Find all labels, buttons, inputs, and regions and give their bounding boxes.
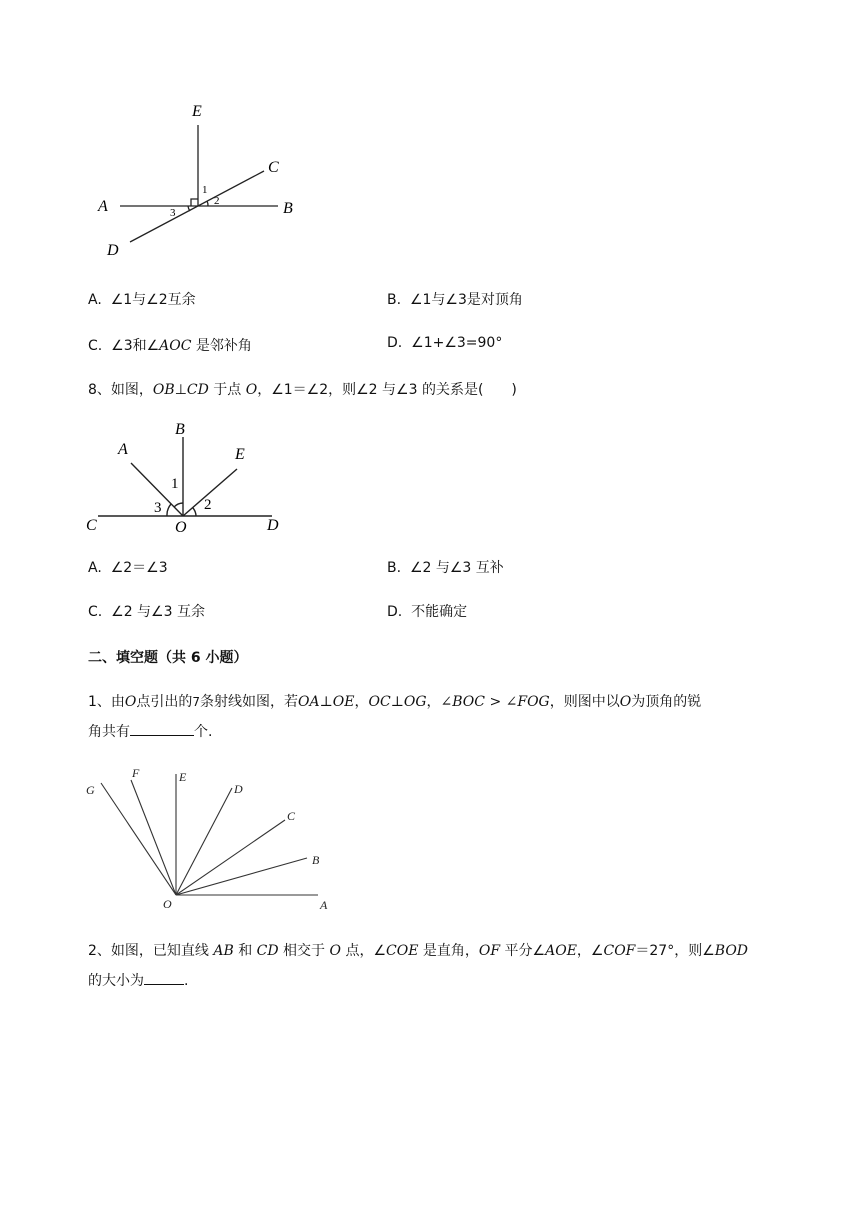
right-angle-mark bbox=[191, 199, 198, 206]
label-d: D bbox=[234, 782, 243, 796]
answer-blank-2[interactable] bbox=[144, 968, 184, 985]
label-e: E bbox=[235, 446, 245, 463]
q8-option-a[interactable]: A. ∠2＝∠3 bbox=[88, 560, 168, 576]
label-angle-1: 1 bbox=[171, 476, 179, 492]
angle-arc-2 bbox=[207, 201, 208, 206]
label-e: E bbox=[192, 103, 202, 120]
label-angle-1: 1 bbox=[202, 184, 208, 196]
label-c: C bbox=[268, 159, 279, 176]
label-a: A bbox=[98, 198, 108, 215]
q8-option-d[interactable]: D. 不能确定 bbox=[387, 604, 468, 620]
q8-option-b[interactable]: B. ∠2 与∠3 互补 bbox=[387, 560, 504, 576]
ray-oc bbox=[176, 820, 285, 895]
label-b: B bbox=[312, 853, 320, 867]
angle-arc-3 bbox=[188, 206, 190, 211]
label-o: O bbox=[163, 897, 172, 911]
label-e: E bbox=[179, 770, 187, 784]
ray-od bbox=[176, 788, 232, 895]
question-8-text: 8、如图，OB⊥CD 于点 O，∠1＝∠2，则∠2 与∠3 的关系是( ) bbox=[88, 382, 517, 398]
q7-option-d[interactable]: D. ∠1+∠3=90° bbox=[387, 335, 503, 351]
angle-arc-3 bbox=[167, 504, 171, 516]
fill-question-1-text: 1、由O点引出的7条射线如图，若OA⊥OE，OC⊥OG，∠BOC > ∠FOG，则图中以O为顶角的锐 角共有 个. bbox=[88, 694, 702, 740]
label-angle-2: 2 bbox=[204, 497, 212, 513]
label-f: F bbox=[132, 766, 140, 780]
q7-option-a[interactable]: A. ∠1与∠2互余 bbox=[88, 292, 196, 308]
q7-option-b[interactable]: B. ∠1与∠3是对顶角 bbox=[387, 292, 523, 308]
label-c: C bbox=[86, 517, 97, 534]
label-a: A bbox=[118, 441, 128, 458]
q7-option-c[interactable]: C. ∠3和∠AOC 是邻补角 bbox=[88, 338, 252, 354]
label-g: G bbox=[86, 783, 95, 797]
label-a: A bbox=[320, 898, 328, 912]
angle-arc-2 bbox=[193, 508, 196, 516]
angle-arc-1 bbox=[174, 503, 183, 507]
answer-blank-1[interactable] bbox=[130, 719, 194, 736]
label-b: B bbox=[283, 200, 293, 217]
label-d: D bbox=[267, 517, 279, 534]
figure-1-intersecting-lines bbox=[90, 95, 320, 270]
label-angle-3: 3 bbox=[154, 500, 162, 516]
ray-ob bbox=[176, 858, 307, 895]
section-2-title: 二、填空题（共 6 小题） bbox=[88, 650, 248, 666]
figure-2-rays-from-o bbox=[80, 415, 300, 540]
label-o: O bbox=[175, 519, 187, 536]
fill-question-2-text: 2、如图，已知直线 AB 和 CD 相交于 O 点，∠COE 是直角，OF 平分∠AOE，∠COF＝27°，则∠BOD 的大小为 . bbox=[88, 943, 749, 989]
figure-3-seven-rays bbox=[80, 762, 340, 917]
label-b: B bbox=[175, 421, 185, 438]
q8-option-c[interactable]: C. ∠2 与∠3 互余 bbox=[88, 604, 205, 620]
label-angle-3: 3 bbox=[170, 207, 176, 219]
label-angle-2: 2 bbox=[214, 195, 220, 207]
label-c: C bbox=[287, 809, 296, 823]
label-d: D bbox=[107, 242, 119, 259]
